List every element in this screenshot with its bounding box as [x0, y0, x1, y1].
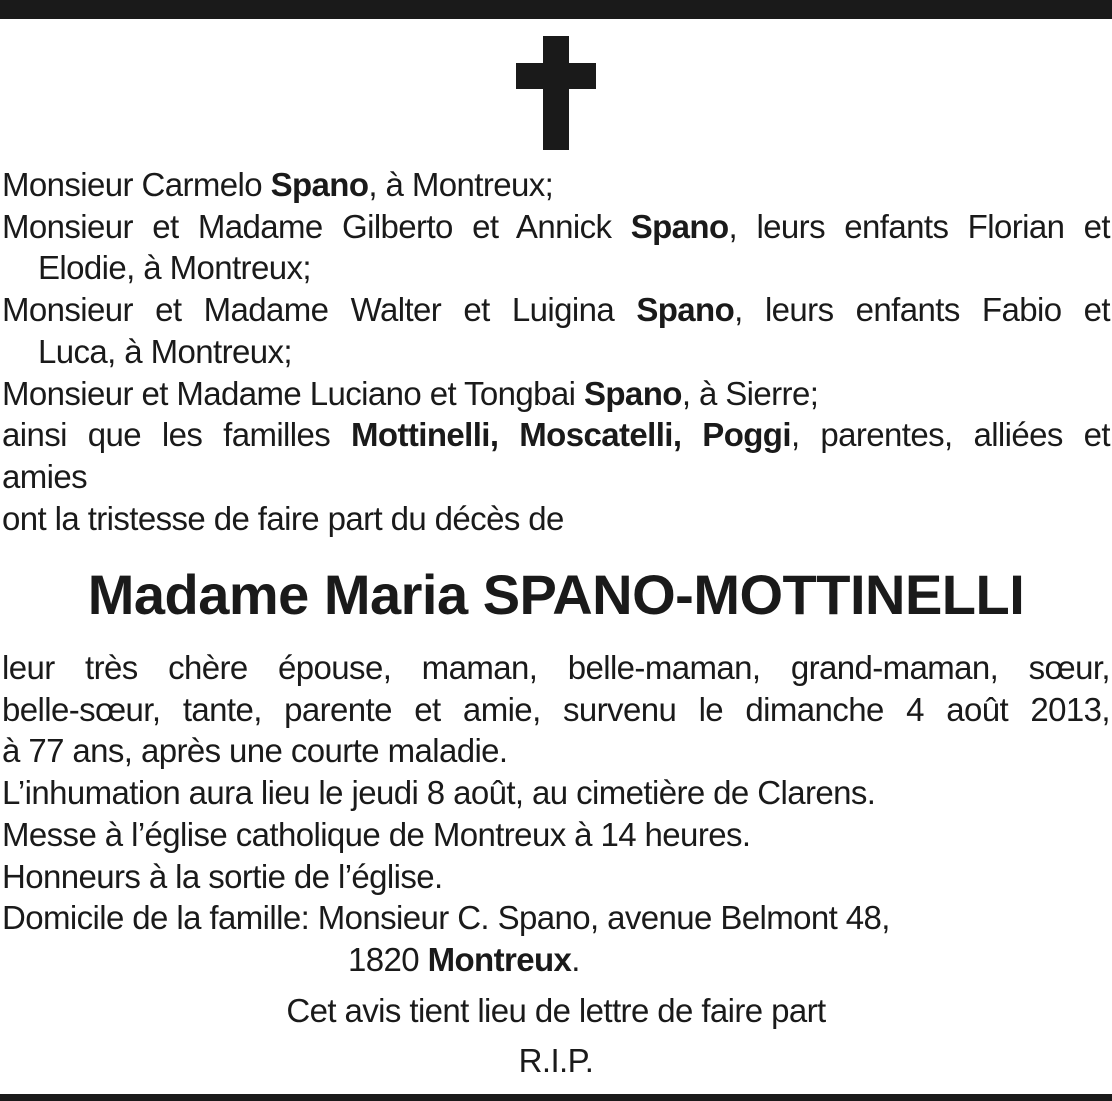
mourner-line-cont: Luca, à Montreux;	[38, 332, 292, 370]
cross-icon	[516, 36, 596, 150]
mourners-block	[2, 164, 1110, 539]
description-line: leur très chère épouse, maman, belle-maman, grand-maman, sœur,	[2, 649, 1110, 686]
families-line-cont: amies	[2, 457, 88, 495]
address-line: 1820 Montreux.	[348, 940, 580, 978]
mourner-line: Monsieur et Madame Luciano et Tongbai Spano, à Sierre;	[2, 374, 819, 412]
mourner-line-cont: Elodie, à Montreux;	[38, 249, 311, 287]
mourner-line: Monsieur Carmelo Spano, à Montreux;	[2, 166, 554, 203]
description-line: à 77 ans, après une courte maladie.	[2, 732, 508, 770]
footer-note: Cet avis tient lieu de lettre de faire part	[286, 992, 826, 1029]
families-line: ainsi que les familles Mottinelli, Moscatelli, Poggi, parentes, alliées et	[2, 416, 1110, 454]
description-line: belle-sœur, tante, parente et amie, survenu le dimanche 4 août 2013,	[2, 690, 1110, 728]
deceased-name: Madame Maria SPANO-MOTTINELLI	[87, 563, 1025, 626]
bottom-rule	[0, 1094, 1112, 1101]
burial-line: L’inhumation aura lieu le jeudi 8 août, au cimetière de Clarens.	[2, 774, 876, 812]
domicile-line: Domicile de la famille: Monsieur C. Spano, avenue Belmont 48,	[2, 899, 890, 937]
announcement-line: ont la tristesse de faire part du décès de	[2, 499, 564, 537]
details-block	[2, 647, 1110, 981]
mass-line: Messe à l’église catholique de Montreux à 14 heures.	[2, 815, 751, 853]
mourner-line: Monsieur et Madame Gilberto et Annick Spano, leurs enfants Florian et	[2, 207, 1110, 245]
mourner-line: Monsieur et Madame Walter et Luigina Spano, leurs enfants Fabio et	[2, 291, 1110, 329]
top-rule	[0, 0, 1112, 19]
rip-text: R.I.P.	[518, 1042, 594, 1079]
honours-line: Honneurs à la sortie de l’église.	[2, 857, 443, 895]
